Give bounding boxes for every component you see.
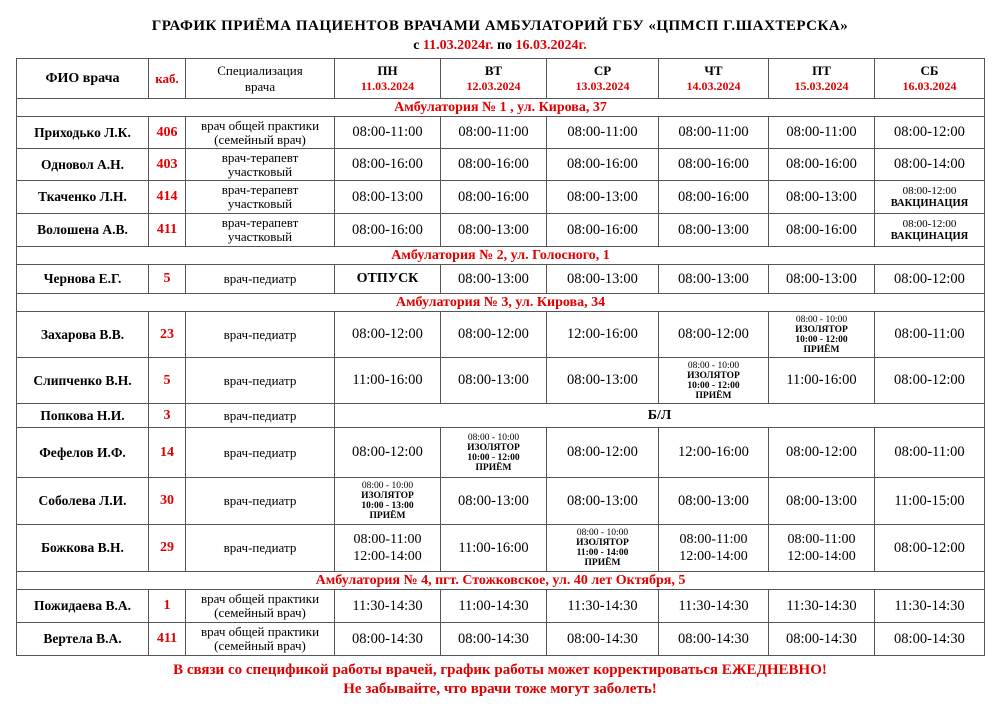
from-label: с <box>413 38 420 53</box>
col-day-thu <box>659 59 769 99</box>
sick-leave-cell: Б/Л <box>335 404 985 428</box>
col-kab: каб. <box>149 59 186 99</box>
day-date: 11.03.2024 <box>360 79 415 93</box>
reception-label: ПРИЁМ <box>695 390 732 401</box>
specialization: врач-педиатр <box>186 312 335 358</box>
reception-label: ПРИЁМ <box>475 462 512 473</box>
doctor-name: Пожидаева В.А. <box>17 590 149 623</box>
shift-1: 08:00-11:00 <box>787 532 856 547</box>
doctor-name: Вертела В.А. <box>17 623 149 656</box>
specialization: врач-педиатр <box>186 265 335 294</box>
schedule-cell: 08:00-14:30 <box>335 623 441 656</box>
schedule-cell: 08:00-13:00 <box>441 265 547 294</box>
isolator-cell <box>335 478 441 525</box>
doctor-name: Одновол А.Н. <box>17 149 149 181</box>
cabinet-number: 29 <box>149 525 186 572</box>
col-day-mon <box>335 59 441 99</box>
cabinet-number: 3 <box>149 404 186 428</box>
isolator-label: ИЗОЛЯТОР <box>361 491 414 501</box>
specialization <box>186 214 335 247</box>
date-from: 11.03.2024г. <box>422 38 494 53</box>
schedule-cell: 08:00-13:00 <box>769 478 875 525</box>
table-row <box>17 623 985 656</box>
split-schedule-cell <box>769 525 875 572</box>
schedule-cell: 11:00-16:00 <box>335 358 441 404</box>
table-row <box>17 478 985 525</box>
schedule-cell: 08:00-16:00 <box>769 149 875 181</box>
doctor-name: Чернова Е.Г. <box>17 265 149 294</box>
schedule-cell: 08:00-16:00 <box>335 149 441 181</box>
date-to: 16.03.2024г. <box>515 38 587 53</box>
col-spec-line2: врача <box>244 78 276 94</box>
reception-time: 11:00 - 14:00 <box>576 548 629 558</box>
schedule-cell: 08:00-11:00 <box>769 117 875 149</box>
specialization: врач-педиатр <box>186 404 335 428</box>
col-spec-line1: Специализация <box>217 62 303 78</box>
reception-label: ПРИЁМ <box>803 344 840 355</box>
schedule-cell: 08:00-13:00 <box>441 214 547 247</box>
cabinet-number: 23 <box>149 312 186 358</box>
cabinet-number: 406 <box>149 117 186 149</box>
ambulatory-title: Амбулатория № 1 , ул. Кирова, 37 <box>17 99 985 117</box>
col-day-tue <box>441 59 547 99</box>
day-name: ПТ <box>812 63 831 78</box>
schedule-cell: 08:00-16:00 <box>547 149 659 181</box>
table-row <box>17 428 985 478</box>
schedule-cell: 12:00-16:00 <box>659 428 769 478</box>
schedule-table <box>16 58 985 656</box>
schedule-cell: 08:00-16:00 <box>441 149 547 181</box>
isolator-time: 08:00 - 10:00 <box>576 528 629 538</box>
schedule-cell: 08:00-12:00 <box>659 312 769 358</box>
isolator-time: 08:00 - 10:00 <box>361 481 414 491</box>
schedule-cell: 08:00-11:00 <box>441 117 547 149</box>
ambulatory-title: Амбулатория № 4, пгт. Стожковское, ул. 40 лет Октября, 5 <box>17 572 985 590</box>
specialization <box>186 117 335 149</box>
specialization <box>186 623 335 656</box>
cabinet-number: 5 <box>149 265 186 294</box>
reception-time: 10:00 - 12:00 <box>687 380 740 391</box>
cabinet-number: 403 <box>149 149 186 181</box>
col-spec <box>186 59 335 99</box>
doctor-name: Ткаченко Л.Н. <box>17 181 149 214</box>
period-line <box>0 38 1000 54</box>
schedule-cell: 08:00-14:30 <box>769 623 875 656</box>
day-date: 13.03.2024 <box>575 79 630 93</box>
schedule-cell: 11:30-14:30 <box>875 590 985 623</box>
schedule-cell: 08:00-13:00 <box>441 478 547 525</box>
isolator-time: 08:00 - 10:00 <box>687 360 740 371</box>
header-row <box>17 59 985 99</box>
day-date: 15.03.2024 <box>794 79 849 93</box>
spec-line2: участковый <box>227 163 293 179</box>
spec-line2: (семейный врач) <box>214 131 306 147</box>
schedule-cell: 08:00-12:00 <box>335 312 441 358</box>
schedule-cell: 08:00-13:00 <box>441 358 547 404</box>
table-row <box>17 525 985 572</box>
schedule-cell: 11:00-14:30 <box>441 590 547 623</box>
to-label: по <box>496 38 513 53</box>
cabinet-number: 411 <box>149 623 186 656</box>
isolator-cell <box>659 358 769 404</box>
cabinet-number: 14 <box>149 428 186 478</box>
vaccination-label: ВАКЦИНАЦИЯ <box>890 197 969 209</box>
schedule-cell: 08:00-13:00 <box>659 214 769 247</box>
cabinet-number: 411 <box>149 214 186 247</box>
schedule-cell: 08:00-11:00 <box>875 312 985 358</box>
schedule-cell: 08:00-13:00 <box>659 265 769 294</box>
doctor-name: Божкова В.Н. <box>17 525 149 572</box>
specialization: врач-педиатр <box>186 358 335 404</box>
schedule-cell: 08:00-16:00 <box>335 214 441 247</box>
schedule-cell: 08:00-16:00 <box>769 214 875 247</box>
reception-label: ПРИЁМ <box>584 558 621 568</box>
schedule-cell: 08:00-16:00 <box>659 149 769 181</box>
table-row <box>17 358 985 404</box>
vaccination-label: ВАКЦИНАЦИЯ <box>890 230 969 242</box>
specialization: врач-педиатр <box>186 525 335 572</box>
ambulatory-title: Амбулатория № 3, ул. Кирова, 34 <box>17 294 985 312</box>
reception-time: 10:00 - 12:00 <box>795 334 848 345</box>
ambulatory-4-header <box>17 572 985 590</box>
schedule-cell: 11:30-14:30 <box>547 590 659 623</box>
reception-time: 10:00 - 13:00 <box>361 501 414 511</box>
vaccination-cell <box>875 214 985 247</box>
schedule-cell: 08:00-11:00 <box>875 428 985 478</box>
schedule-cell: 08:00-12:00 <box>875 265 985 294</box>
page-title: ГРАФИК ПРИЁМА ПАЦИЕНТОВ ВРАЧАМИ АМБУЛАТОРИЙ ГБУ «ЦПМСП Г.ШАХТЕРСКА» <box>151 18 849 34</box>
day-name: ПН <box>377 63 398 78</box>
specialization: врач-педиатр <box>186 428 335 478</box>
schedule-cell: 08:00-13:00 <box>659 478 769 525</box>
cabinet-number: 1 <box>149 590 186 623</box>
spec-line2: (семейный врач) <box>214 605 306 620</box>
schedule-cell: 08:00-13:00 <box>769 181 875 214</box>
schedule-cell: 08:00-12:00 <box>769 428 875 478</box>
ambulatory-1-header <box>17 99 985 117</box>
spec-line2: участковый <box>227 196 293 211</box>
footer-notice: В связи со спецификой работы врачей, график работы может корректироваться ЕЖЕДНЕВНО! <box>173 662 827 678</box>
schedule-cell: 11:30-14:30 <box>335 590 441 623</box>
vacation-cell: ОТПУСК <box>335 265 441 294</box>
vaccination-time: 08:00-12:00 <box>902 217 957 230</box>
ambulatory-3-header <box>17 294 985 312</box>
schedule-cell: 08:00-12:00 <box>875 358 985 404</box>
schedule-cell: 08:00-14:30 <box>875 623 985 656</box>
schedule-cell: 08:00-13:00 <box>769 265 875 294</box>
schedule-cell: 08:00-13:00 <box>547 358 659 404</box>
spec-line1: врач-терапевт <box>221 215 299 230</box>
schedule-cell: 11:30-14:30 <box>769 590 875 623</box>
specialization: врач-педиатр <box>186 478 335 525</box>
schedule-cell: 08:00-14:30 <box>547 623 659 656</box>
schedule-cell: 08:00-16:00 <box>441 181 547 214</box>
cabinet-number: 5 <box>149 358 186 404</box>
schedule-cell: 12:00-16:00 <box>547 312 659 358</box>
schedule-cell: 11:00-16:00 <box>441 525 547 572</box>
doctor-name: Захарова В.В. <box>17 312 149 358</box>
schedule-cell: 11:00-15:00 <box>875 478 985 525</box>
spec-line2: участковый <box>227 229 293 244</box>
day-date: 14.03.2024 <box>686 79 741 93</box>
shift-2: 12:00-14:00 <box>353 549 422 564</box>
isolator-cell <box>547 525 659 572</box>
table-row <box>17 214 985 247</box>
table-row <box>17 117 985 149</box>
schedule-cell: 08:00-12:00 <box>441 312 547 358</box>
split-schedule-cell <box>659 525 769 572</box>
specialization <box>186 590 335 623</box>
cabinet-number: 414 <box>149 181 186 214</box>
col-fio: ФИО врача <box>17 59 149 99</box>
shift-1: 08:00-11:00 <box>679 532 748 547</box>
isolator-time: 08:00 - 10:00 <box>795 314 848 325</box>
shift-1: 08:00-11:00 <box>353 532 422 547</box>
doctor-name: Слипченко В.Н. <box>17 358 149 404</box>
day-name: СБ <box>920 63 939 78</box>
doctor-name: Приходько Л.К. <box>17 117 149 149</box>
schedule-cell: 08:00-13:00 <box>547 478 659 525</box>
schedule-cell: 08:00-14:00 <box>875 149 985 181</box>
reception-label: ПРИЁМ <box>369 511 406 521</box>
cabinet-number: 30 <box>149 478 186 525</box>
schedule-cell: 08:00-16:00 <box>547 214 659 247</box>
footer-warning: Не забывайте, что врачи тоже могут заболеть! <box>343 681 657 697</box>
schedule-cell: 08:00-12:00 <box>875 117 985 149</box>
spec-line2: (семейный врач) <box>214 638 306 653</box>
shift-2: 12:00-14:00 <box>679 549 748 564</box>
schedule-cell: 08:00-14:30 <box>441 623 547 656</box>
schedule-cell: 11:00-16:00 <box>769 358 875 404</box>
col-day-sat <box>875 59 985 99</box>
ambulatory-title: Амбулатория № 2, ул. Голосного, 1 <box>17 247 985 265</box>
day-name: СР <box>593 63 612 78</box>
schedule-cell: 11:30-14:30 <box>659 590 769 623</box>
schedule-cell: 08:00-11:00 <box>335 117 441 149</box>
schedule-cell: 08:00-13:00 <box>335 181 441 214</box>
reception-time: 10:00 - 12:00 <box>467 452 520 463</box>
shift-2: 12:00-14:00 <box>787 549 856 564</box>
table-row <box>17 149 985 181</box>
col-day-fri <box>769 59 875 99</box>
table-row <box>17 181 985 214</box>
schedule-cell: 08:00-12:00 <box>335 428 441 478</box>
day-name: ВТ <box>484 63 503 78</box>
isolator-label: ИЗОЛЯТОР <box>467 442 520 453</box>
specialization <box>186 149 335 181</box>
schedule-cell: 08:00-14:30 <box>659 623 769 656</box>
split-schedule-cell <box>335 525 441 572</box>
schedule-cell: 08:00-12:00 <box>875 525 985 572</box>
spec-line1: врач-терапевт <box>221 182 299 197</box>
ambulatory-2-header <box>17 247 985 265</box>
schedule-cell: 08:00-16:00 <box>659 181 769 214</box>
specialization <box>186 181 335 214</box>
day-name: ЧТ <box>704 63 723 78</box>
doctor-name: Фефелов И.Ф. <box>17 428 149 478</box>
table-row <box>17 265 985 294</box>
doctor-name: Волошена А.В. <box>17 214 149 247</box>
schedule-cell: 08:00-13:00 <box>547 181 659 214</box>
table-row <box>17 312 985 358</box>
col-day-wed <box>547 59 659 99</box>
table-row <box>17 590 985 623</box>
schedule-cell: 08:00-11:00 <box>659 117 769 149</box>
schedule-cell: 08:00-11:00 <box>547 117 659 149</box>
spec-line1: врач общей практики <box>200 591 320 606</box>
isolator-time: 08:00 - 10:00 <box>467 432 520 443</box>
schedule-cell: 08:00-13:00 <box>547 265 659 294</box>
spec-line1: врач общей практики <box>200 624 320 639</box>
day-date: 16.03.2024 <box>902 79 957 93</box>
isolator-label: ИЗОЛЯТОР <box>576 538 629 548</box>
isolator-cell <box>441 428 547 478</box>
isolator-label: ИЗОЛЯТОР <box>687 370 740 381</box>
table-row <box>17 404 985 428</box>
vaccination-time: 08:00-12:00 <box>902 184 957 197</box>
isolator-label: ИЗОЛЯТОР <box>795 324 848 335</box>
day-date: 12.03.2024 <box>466 79 521 93</box>
vaccination-cell <box>875 181 985 214</box>
isolator-cell <box>769 312 875 358</box>
doctor-name: Попкова Н.И. <box>17 404 149 428</box>
spec-line1: врач общей практики <box>200 117 320 133</box>
schedule-cell: 08:00-12:00 <box>547 428 659 478</box>
spec-line1: врач-терапевт <box>221 149 299 165</box>
doctor-name: Соболева Л.И. <box>17 478 149 525</box>
